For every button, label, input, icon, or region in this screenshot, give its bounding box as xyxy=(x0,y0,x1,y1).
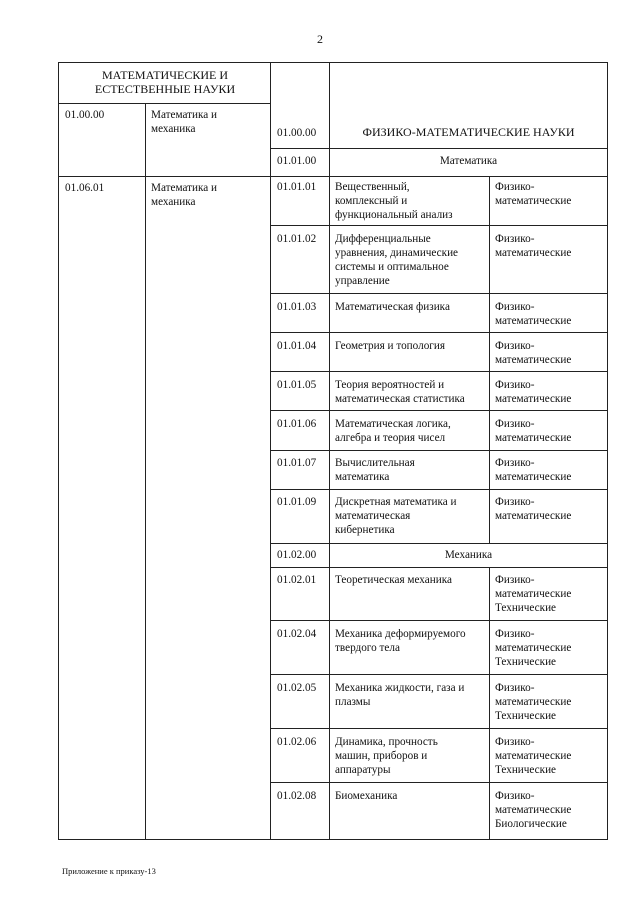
section-title: Математика xyxy=(439,155,498,167)
row-code: 01.01.06 xyxy=(277,418,317,430)
row-code: 01.01.04 xyxy=(277,340,317,352)
row-field: Физико- математические Технические xyxy=(495,574,572,614)
row-name: Биомеханика xyxy=(335,790,398,802)
page-number: 2 xyxy=(317,32,323,46)
left-row-code: 01.06.01 xyxy=(65,182,105,194)
row-name: Дискретная математика и математическая кибернетика xyxy=(335,496,457,536)
left-row-name: Математика и механика xyxy=(151,109,218,135)
row-field: Физико- математические xyxy=(495,181,572,207)
section-code: 01.02.00 xyxy=(277,549,317,561)
right-header-code: 01.00.00 xyxy=(277,127,317,139)
row-name: Геометрия и топология xyxy=(335,340,446,352)
row-name: Математическая физика xyxy=(335,301,450,313)
row-field: Физико- математические Технические xyxy=(495,682,572,722)
row-code: 01.01.03 xyxy=(277,301,317,313)
row-code: 01.01.05 xyxy=(277,379,317,391)
row-field: Физико- математические xyxy=(495,418,572,444)
left-row-code: 01.00.00 xyxy=(65,109,105,121)
row-field: Физико- математические xyxy=(495,301,572,327)
row-name: Механика деформируемого твердого тела xyxy=(335,628,466,654)
section-title: Механика xyxy=(444,549,493,561)
row-name: Теоретическая механика xyxy=(335,574,452,586)
section-code: 01.01.00 xyxy=(277,155,317,167)
right-header-title: ФИЗИКО-МАТЕМАТИЧЕСКИЕ НАУКИ xyxy=(362,125,575,139)
row-field: Физико- математические Биологические xyxy=(495,790,572,830)
row-code: 01.02.01 xyxy=(277,574,317,586)
row-code: 01.02.05 xyxy=(277,682,317,694)
row-code: 01.01.02 xyxy=(277,233,317,245)
row-field: Физико- математические xyxy=(495,340,572,366)
row-name: Динамика, прочность машин, приборов и аппаратуры xyxy=(335,736,438,776)
row-code: 01.01.01 xyxy=(277,181,317,193)
row-field: Физико- математические xyxy=(495,233,572,259)
left-header: МАТЕМАТИЧЕСКИЕ И ЕСТЕСТВЕННЫЕ НАУКИ xyxy=(94,68,236,96)
row-name: Механика жидкости, газа и плазмы xyxy=(335,682,465,708)
left-row-name: Математика и механика xyxy=(151,182,218,208)
row-field: Физико- математические Технические xyxy=(495,628,572,668)
row-code: 01.01.07 xyxy=(277,457,317,469)
row-code: 01.02.08 xyxy=(277,790,317,802)
footer-note: Приложение к приказу-13 xyxy=(62,866,156,876)
row-name: Дифференциальные уравнения, динамические системы и оптимальное управление xyxy=(335,233,459,287)
row-field: Физико- математические xyxy=(495,379,572,405)
row-name: Математическая логика, алгебра и теория чисел xyxy=(335,418,451,444)
row-name: Вещественный, комплексный и функциональный анализ xyxy=(335,181,453,221)
row-field: Физико- математические xyxy=(495,457,572,483)
row-code: 01.01.09 xyxy=(277,496,317,508)
row-field: Физико- математические xyxy=(495,496,572,522)
row-code: 01.02.04 xyxy=(277,628,317,640)
row-field: Физико- математические Технические xyxy=(495,736,572,776)
row-code: 01.02.06 xyxy=(277,736,317,748)
row-name: Вычислительная математика xyxy=(335,457,415,483)
row-name: Теория вероятностей и математическая статистика xyxy=(335,379,465,405)
